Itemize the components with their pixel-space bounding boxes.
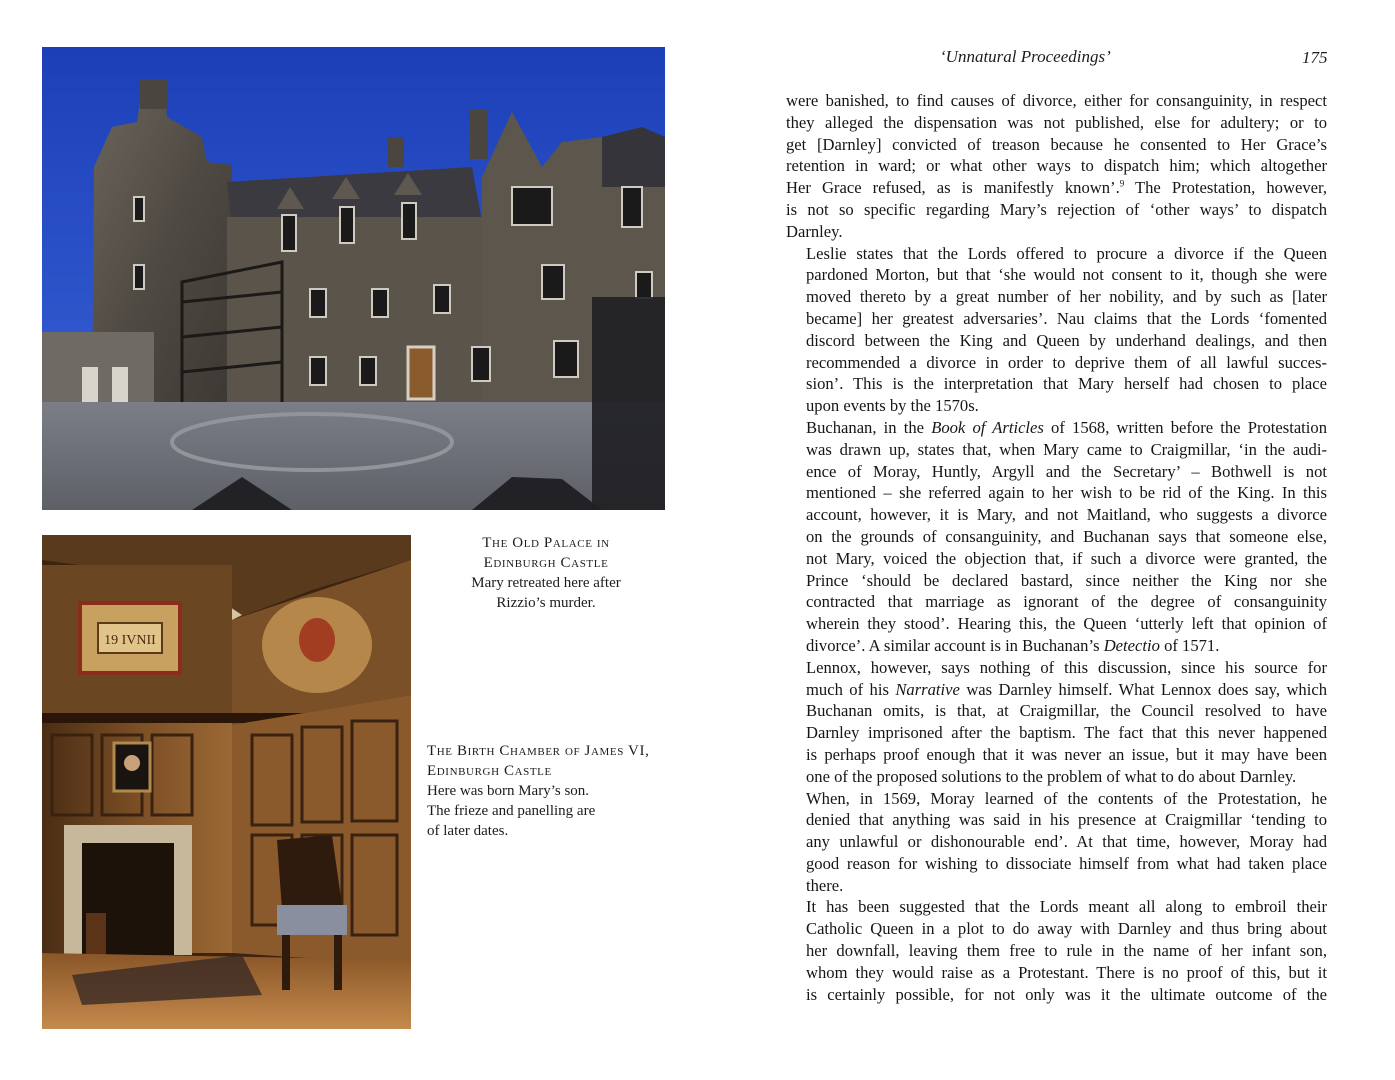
text-line: sion’. This is the interpretation that Mary herself had chosen to place (806, 374, 1327, 394)
text-line: Darnley. (786, 221, 843, 241)
text-line: moved thereto by a great number of her nobility, and by such as [later (806, 287, 1327, 307)
caption-description-line: Here was born Mary’s son. (427, 783, 590, 799)
text-line: any unlawful or dishonourable end’. At that time, however, Moray had (806, 832, 1327, 852)
caption-description-line: of later dates. (427, 823, 509, 839)
text-segment: much of his (806, 679, 896, 699)
text-line: Prince ‘should be declared bastard, since neither the King nor she (806, 570, 1327, 590)
caption-title-line: The Old Palace in (482, 535, 610, 551)
text-line: When, in 1569, Moray learned of the contents of the Protestation, he (806, 788, 1327, 808)
text-line: Lennox, however, says nothing of this discussion, since his source for (806, 657, 1327, 677)
text-segment: Buchanan, in the (806, 417, 932, 437)
paragraph (786, 896, 1327, 1005)
text-line: is perhaps proof enough that it was never an issue, but it may have been (806, 744, 1327, 764)
text-line: is not so specific regarding Mary’s rejection of ‘other ways’ to dispatch (786, 199, 1327, 219)
text-line: pardoned Morton, but that ‘she would not consent to it, though she were (806, 265, 1327, 285)
text-segment: Her Grace refused, as is manifestly known’. (786, 178, 1120, 198)
text-line: account, however, it is Mary, and not Maitland, who suggests a divorce (806, 505, 1327, 525)
paragraph (786, 657, 1327, 788)
text-line: contracted that marriage as ignorant of the degree of consanguinity (806, 592, 1327, 612)
text-line: were banished, to find causes of divorce, either for consanguinity, in respect (786, 91, 1327, 110)
text-line: upon events by the 1570s. (806, 396, 979, 416)
old-palace-caption (430, 533, 662, 613)
text-line: recommended a divorce in order to deprive them of all lawful succes- (806, 352, 1327, 372)
text-line: retention in ward; or what other ways to dispatch him; which altogether (786, 156, 1327, 176)
caption-title-line: Edinburgh Castle (427, 763, 552, 779)
text-line (786, 417, 1327, 439)
text-line: get [Darnley] convicted of treason because he consented to Her Grace’s (786, 134, 1327, 154)
text-line (786, 177, 1327, 199)
text-line: one of the proposed solutions to the problem of what to do about Darnley. (806, 766, 1297, 786)
text-segment: divorce’. A similar account is in Buchanan’s (806, 635, 1104, 655)
paragraph (786, 417, 1327, 657)
paragraph (786, 243, 1327, 417)
birth-chamber-photo (42, 535, 411, 1029)
text-line: good reason for wishing to dissociate himself from what had taken place (806, 853, 1327, 873)
text-line: It has been suggested that the Lords meant all along to embroil their (806, 897, 1327, 917)
book-title: Detectio (1103, 635, 1160, 655)
caption-description-line: Rizzio’s murder. (496, 595, 596, 611)
text-line: Darnley imprisoned after the baptism. The fact that this never happened (806, 723, 1327, 743)
paragraph (786, 788, 1327, 897)
text-line: mentioned – she referred again to her wish to be rid of the King. In this (806, 483, 1327, 503)
text-line: there. (806, 875, 844, 895)
panel-inscription: 19 IVNII (104, 633, 156, 648)
text-segment: of 1571. (1159, 635, 1220, 655)
text-segment: of 1568, written before the Protestation (1043, 417, 1327, 437)
text-line (786, 635, 1327, 657)
text-line: Buchanan omits, is that, at Craigmillar, the Council resolved to have (806, 701, 1327, 721)
text-line (786, 679, 1327, 701)
text-line: not Mary, voiced the objection that, if such a divorce were granted, the (806, 548, 1327, 568)
text-line: was drawn up, states that, when Mary came to Craigmillar, ‘in the audi- (806, 439, 1327, 459)
text-line: denied that anything was said in his presence at Craigmillar ‘tending to (806, 810, 1327, 830)
text-segment: was Darnley himself. What Lennox does say, which (959, 679, 1328, 699)
page-number: 175 (1302, 48, 1328, 67)
footnote-marker: 9 (1119, 178, 1125, 189)
text-line: they alleged the dispensation was not published, else for adultery; or to (786, 112, 1327, 132)
caption-title-line: The Birth Chamber of James VI, (427, 743, 650, 759)
birth-chamber-caption (427, 741, 667, 841)
paragraph (786, 90, 1327, 243)
text-line: became] her greatest adversaries’. Nau claims that the Lords ‘fomented (806, 308, 1327, 328)
text-line: is certainly possible, for not only was it the ultimate outcome of the (806, 984, 1327, 1004)
text-line: on the grounds of consanguinity, and Buchanan says that someone else, (806, 526, 1327, 546)
text-line: her downfall, leaving them free to rule in the name of her infant son, (806, 941, 1327, 961)
running-title: ‘Unnatural Proceedings’ (940, 47, 1111, 66)
text-line: Catholic Queen in a plot to do away with Darnley and thus bring about (806, 919, 1327, 939)
body-text (786, 90, 1327, 1005)
caption-description-line: The frieze and panelling are (427, 803, 596, 819)
text-line: wherein they stood’. Hearing this, the Queen ‘utterly left that opinion of (806, 614, 1327, 634)
text-line: ence of Moray, Huntly, Argyll and the Secretary’ – Bothwell is not (806, 461, 1327, 481)
text-segment: The Protestation, however, (1124, 178, 1327, 198)
old-palace-photo (42, 47, 665, 510)
text-line: whom they would raise as a Protestant. There is no proof of this, but it (806, 962, 1327, 982)
caption-description-line: Mary retreated here after (471, 575, 621, 591)
caption-title-line: Edinburgh Castle (483, 555, 609, 571)
book-title: Narrative (895, 679, 960, 699)
text-line: discord between the King and Queen by underhand dealings, and then (806, 330, 1327, 350)
text-line: Leslie states that the Lords offered to procure a divorce if the Queen (806, 243, 1327, 263)
book-title: Book of Articles (931, 417, 1044, 437)
